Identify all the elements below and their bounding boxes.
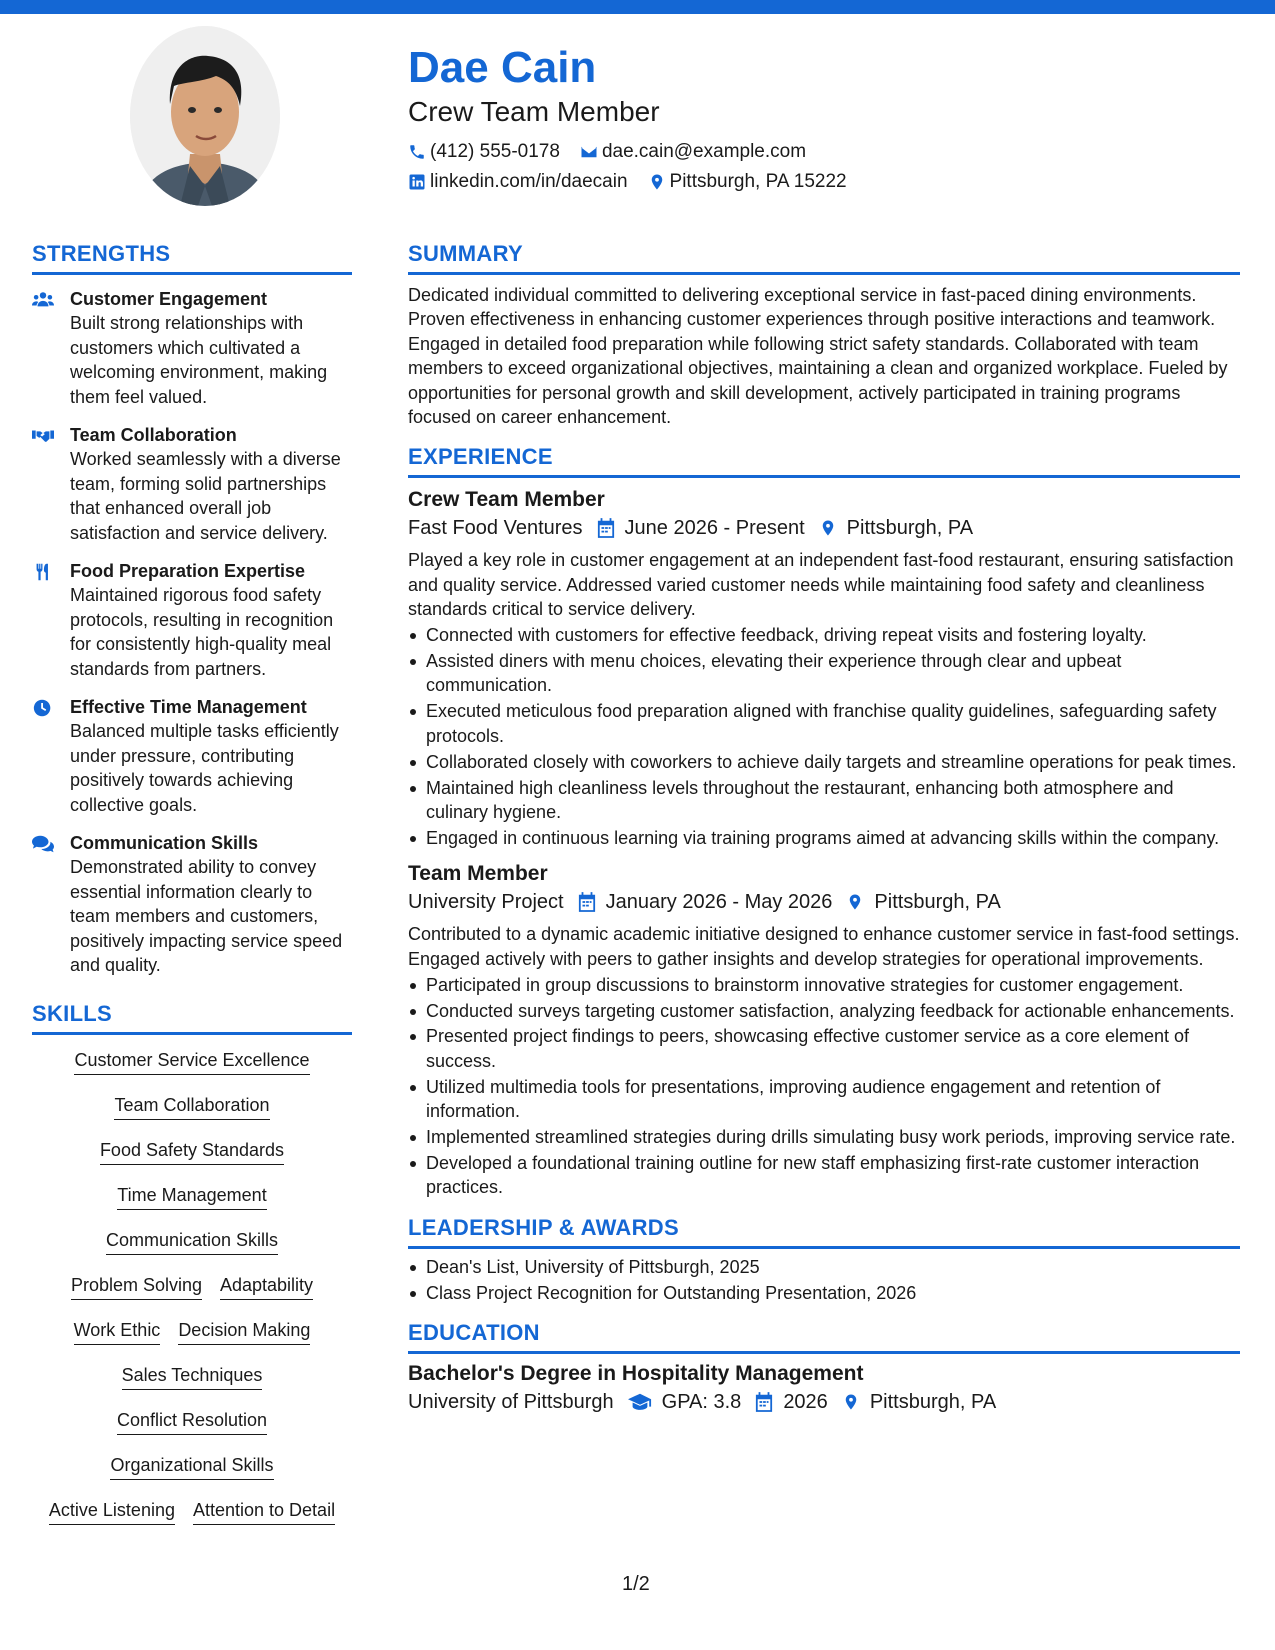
job-bullet: Connected with customers for effective feedback, driving repeat visits and fostering loyalty. — [408, 623, 1240, 647]
job-description: Contributed to a dynamic academic initiative designed to enhance customer service in fast-food settings. Engaged actively with peers to gather insights and develop strategies for operational improvements. — [408, 924, 1240, 969]
skills-heading: SKILLS — [32, 1000, 352, 1035]
strength-description: Balanced multiple tasks efficiently under pressure, contributing positively towards achieving collective goals. — [70, 721, 339, 815]
calendar-icon — [597, 518, 615, 538]
calendar-icon — [578, 892, 596, 912]
gpa-text: GPA: 3.8 — [661, 1391, 742, 1414]
skill-row — [32, 1094, 352, 1139]
skill-tag: Communication Skills — [106, 1229, 278, 1255]
skill-row — [32, 1409, 352, 1454]
skill-tag: Customer Service Excellence — [74, 1049, 309, 1075]
job-dates — [578, 888, 833, 916]
skill-tag: Problem Solving — [71, 1274, 202, 1300]
job-meta — [408, 888, 1240, 916]
job-entry — [408, 486, 1240, 850]
email-address[interactable]: dae.cain@example.com — [601, 141, 807, 162]
job-bullet: Implemented streamlined strategies during drills simulating busy work periods, improving service rate. — [408, 1125, 1240, 1149]
job-bullet: Conducted surveys targeting customer satisfaction, analyzing feedback for actionable enhancements. — [408, 999, 1240, 1023]
job-location-text: Pittsburgh, PA — [846, 517, 974, 540]
phone-number: (412) 555-0178 — [430, 141, 560, 162]
job-entry — [408, 860, 1240, 1199]
job-bullets — [408, 623, 1240, 850]
job-bullets — [408, 973, 1240, 1200]
linkedin-contact[interactable] — [408, 170, 628, 194]
strength-title: Effective Time Management — [70, 697, 307, 717]
location-text: Pittsburgh, PA 15222 — [669, 171, 847, 192]
linkedin-icon — [408, 173, 426, 191]
right-column — [408, 240, 1240, 1422]
map-pin-icon — [819, 518, 837, 538]
strength-description: Demonstrated ability to convey essential information clearly to team members and customers, positively impacting service speed and quality. — [70, 857, 343, 975]
skill-tag: Time Management — [117, 1184, 266, 1210]
skill-row — [32, 1184, 352, 1229]
contact-row-2 — [408, 170, 1248, 194]
skill-row — [32, 1319, 352, 1364]
school-name: University of Pittsburgh — [408, 1391, 614, 1414]
skill-row — [32, 1049, 352, 1094]
skill-tag: Work Ethic — [74, 1319, 161, 1345]
handshake-icon — [32, 426, 54, 446]
gpa — [628, 1388, 742, 1416]
graduation-cap-icon — [628, 1392, 652, 1412]
job-dates-text: January 2026 - May 2026 — [605, 891, 833, 914]
award-item: Class Project Recognition for Outstanding Presentation, 2026 — [408, 1281, 1240, 1305]
utensils-icon — [32, 562, 54, 582]
job-bullet: Engaged in continuous learning via training programs aimed at advancing skills within the company. — [408, 826, 1240, 850]
skill-row — [32, 1274, 352, 1319]
skill-row — [32, 1229, 352, 1274]
job-dates-text: June 2026 - Present — [624, 517, 805, 540]
strength-item — [32, 831, 352, 978]
graduation-year-text: 2026 — [783, 1391, 828, 1414]
job-description: Played a key role in customer engagement at an independent fast-food restaurant, ensuring satisfaction and quality service. Addressed varied customer needs while maintaining food safety and cleanliness standards critical to service delivery. — [408, 550, 1234, 620]
school-location — [842, 1388, 996, 1416]
summary-text: Dedicated individual committed to delivering exceptional service in fast-paced dining environments. Proven effectiveness in enhancing customer experiences through positive interactions and teamwork. Engaged in detailed food preparation while following strict safety standards. Collaborated with team members to exceed organizational objectives, maintaining a clean and organized workplace. Fueled by opportunities for personal growth and skill development, actively participated in training programs focused on career enhancement. — [408, 285, 1228, 428]
skill-tag: Sales Techniques — [122, 1364, 263, 1390]
chat-icon — [32, 834, 54, 854]
job-title: Crew Team Member — [408, 488, 605, 512]
job-location — [846, 888, 1000, 916]
email-contact[interactable] — [580, 140, 806, 164]
job-bullet: Utilized multimedia tools for presentations, improving audience engagement and retention of information. — [408, 1075, 1240, 1124]
education-heading: EDUCATION — [408, 1319, 1240, 1354]
strength-item — [32, 559, 352, 681]
job-bullet: Assisted diners with menu choices, elevating their experience through clear and upbeat communication. — [408, 649, 1240, 698]
phone-contact — [408, 140, 560, 164]
calendar-icon — [755, 1392, 773, 1412]
skill-tag: Decision Making — [178, 1319, 310, 1345]
job-company: Fast Food Ventures — [408, 517, 583, 540]
profile-photo-illustration — [130, 26, 280, 206]
skill-tag: Team Collaboration — [114, 1094, 269, 1120]
skill-row — [32, 1139, 352, 1184]
strength-item — [32, 423, 352, 545]
clock-icon — [32, 698, 54, 718]
experience-heading: EXPERIENCE — [408, 443, 1240, 478]
skill-tag: Organizational Skills — [110, 1454, 273, 1480]
skill-row — [32, 1364, 352, 1409]
strength-title: Communication Skills — [70, 833, 259, 853]
map-pin-icon — [846, 892, 864, 912]
skill-tag: Conflict Resolution — [117, 1409, 267, 1435]
strength-title: Team Collaboration — [70, 425, 237, 445]
skill-row — [32, 1499, 352, 1544]
award-item: Dean's List, University of Pittsburgh, 2025 — [408, 1255, 1240, 1279]
job-bullet: Developed a foundational training outline for new staff emphasizing first-rate customer interaction practices. — [408, 1151, 1240, 1200]
candidate-name: Dae Cain — [408, 43, 597, 92]
job-location — [819, 514, 973, 542]
skills-list — [32, 1049, 352, 1544]
skill-tag: Food Safety Standards — [100, 1139, 284, 1165]
skill-tag: Active Listening — [49, 1499, 175, 1525]
job-dates — [597, 514, 805, 542]
location-contact — [648, 170, 847, 194]
page-number: 1/2 — [622, 1573, 650, 1595]
job-meta — [408, 514, 1240, 542]
candidate-title: Crew Team Member — [408, 96, 660, 127]
skill-row — [32, 1454, 352, 1499]
phone-icon — [408, 143, 426, 161]
summary-heading: SUMMARY — [408, 240, 1240, 275]
profile-photo — [130, 26, 280, 206]
job-bullet: Participated in group discussions to brainstorm innovative strategies for customer engagement. — [408, 973, 1240, 997]
strength-description: Maintained rigorous food safety protocols, resulting in recognition for consistently high-quality meal standards from partners. — [70, 585, 334, 679]
job-bullet: Executed meticulous food preparation aligned with franchise quality guidelines, safeguarding safety protocols. — [408, 699, 1240, 748]
graduation-year — [755, 1388, 828, 1416]
leadership-heading: LEADERSHIP & AWARDS — [408, 1214, 1240, 1249]
top-accent-bar — [0, 0, 1275, 14]
job-location-text: Pittsburgh, PA — [874, 891, 1001, 914]
skill-tag: Adaptability — [220, 1274, 313, 1300]
degree-title: Bachelor's Degree in Hospitality Management — [408, 1362, 864, 1386]
linkedin-url[interactable]: linkedin.com/in/daecain — [430, 171, 628, 192]
strength-title: Customer Engagement — [70, 289, 268, 309]
contact-row-1 — [408, 140, 1248, 164]
education-meta — [408, 1388, 1240, 1416]
map-pin-icon — [842, 1392, 860, 1412]
job-bullet: Presented project findings to peers, showcasing effective customer service as a core element of success. — [408, 1024, 1240, 1073]
envelope-icon — [580, 143, 598, 161]
strength-description: Worked seamlessly with a diverse team, forming solid partnerships that enhanced overall job satisfaction and service delivery. — [70, 449, 341, 543]
job-bullet: Collaborated closely with coworkers to achieve daily targets and streamline operations for peak times. — [408, 750, 1240, 774]
users-icon — [32, 290, 54, 310]
strength-item — [32, 695, 352, 817]
resume-header — [408, 42, 1248, 194]
map-pin-icon — [648, 173, 666, 191]
leadership-list — [408, 1255, 1240, 1305]
left-column — [32, 240, 352, 1544]
strength-item — [32, 287, 352, 409]
job-company: University Project — [408, 891, 564, 914]
job-title: Team Member — [408, 862, 548, 886]
strength-description: Built strong relationships with customers which cultivated a welcoming environment, making them feel valued. — [70, 313, 328, 407]
job-bullet: Maintained high cleanliness levels throughout the restaurant, enhancing both atmosphere and culinary hygiene. — [408, 776, 1240, 825]
strengths-heading: STRENGTHS — [32, 240, 352, 275]
school-location-text: Pittsburgh, PA — [869, 1391, 997, 1414]
skill-tag: Attention to Detail — [193, 1499, 335, 1525]
strength-title: Food Preparation Expertise — [70, 561, 306, 581]
